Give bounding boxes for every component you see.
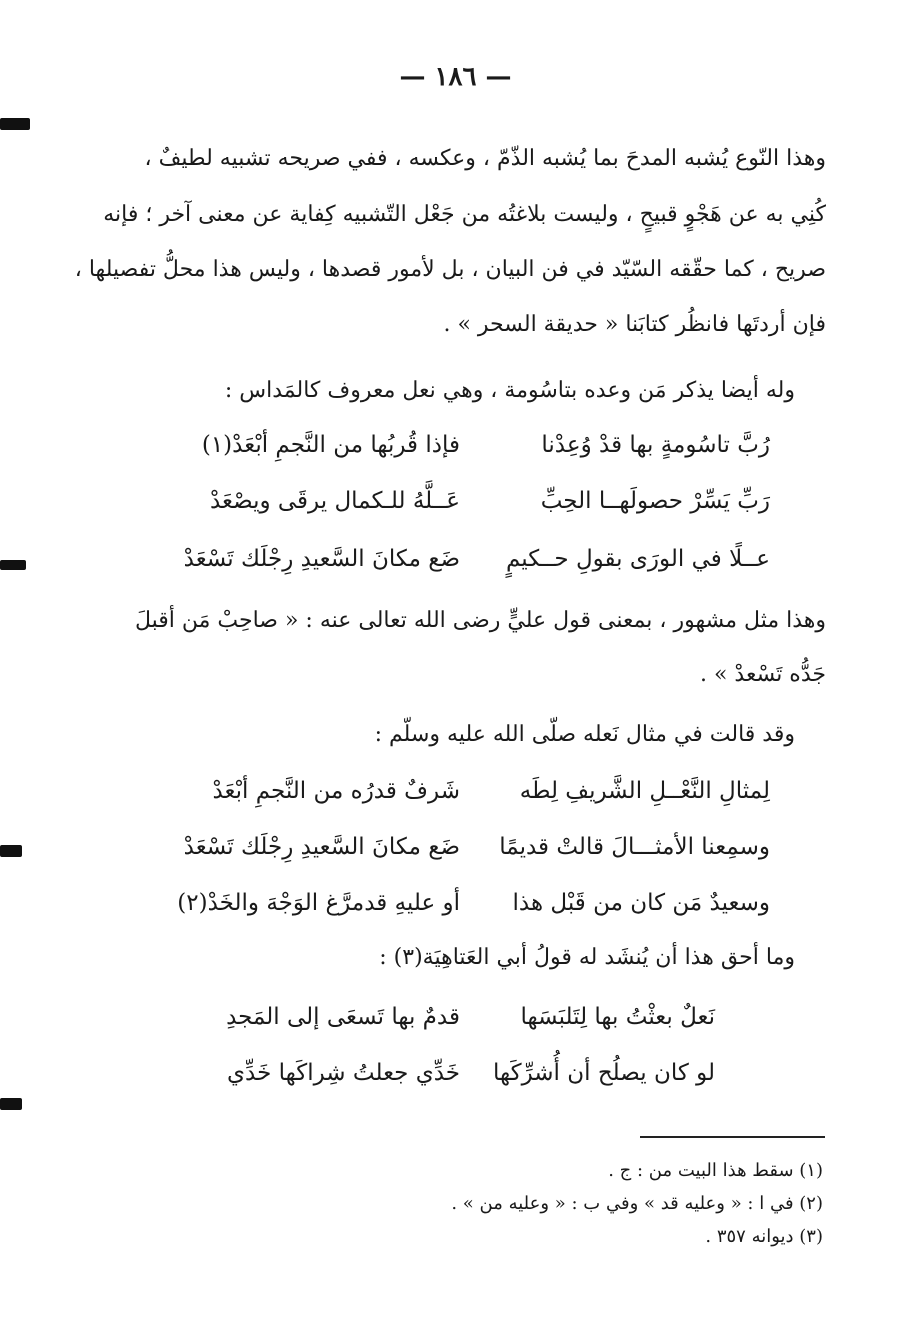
paragraph-line: كُنِي به عن هَجْوٍ قبيحٍ ، وليست بلاغتُه من جَعْل التّشبيه كِفاية عن معنى آخر ؛ فإنه: [103, 202, 826, 227]
second-hemistich: قدمٌ بها تَسعَى إلى المَجدِ: [226, 1004, 460, 1030]
first-hemistich: لِمثالِ النَّعْــلِ الشَّريفِ لِطَه: [519, 778, 770, 804]
margin-mark: [0, 1098, 22, 1110]
second-hemistich: ضَع مكانَ السَّعيدِ رِجْلَك تَسْعَدْ: [183, 834, 460, 860]
footnote: (٢) في ا : « وعليه قد » وفي ب : « وعليه من » .: [451, 1193, 823, 1214]
verse-line: [190, 488, 770, 522]
margin-mark: [0, 560, 26, 570]
paragraph-line: فإن أردتَها فانظُر كتابَنا « حديقة السحر » .: [443, 312, 826, 337]
verse-line: [177, 890, 770, 924]
second-hemistich: شَرفٌ قدرُه من النَّجمِ أبْعَدْ: [212, 778, 460, 804]
first-hemistich: رَبِّ يَسِّرْ حصولَهــا الحِبِّ: [540, 488, 770, 514]
second-hemistich: خَدِّي جعلتُ شِراكَها خَدِّي: [227, 1060, 460, 1086]
paragraph-line: وهذا النّوع يُشبه المدحَ بما يُشبه الذّمّ ، وعكسه ، ففي صريحه تشبيه لطيفٌ ،: [144, 146, 826, 171]
first-hemistich: نَعلٌ بعثْتُ بها لِتَلبَسَها: [520, 1004, 715, 1030]
verse-line: [190, 432, 770, 466]
first-hemistich: وسعيدٌ مَن كان من قَبْل هذا: [512, 890, 770, 916]
second-hemistich: عَــلَّهُ للـكمال يرقَى ويصْعَدْ: [209, 488, 460, 514]
poem-intro: وله أيضا يذكر مَن وعده بتاسُومة ، وهي نعل معروف كالمَداس :: [224, 378, 795, 403]
paragraph-line: جَدُّه تَسْعدْ » .: [699, 662, 826, 687]
poem-intro: وما أحق هذا أن يُنشَد له قولُ أبي العَتاهِيَة(٣) :: [379, 945, 795, 970]
verse-line: [183, 546, 770, 580]
poem-intro: وقد قالت في مثال نَعله صلّى الله عليه وسلّم :: [374, 722, 795, 747]
margin-mark: [0, 118, 30, 130]
footnote-separator: [640, 1136, 825, 1138]
paragraph-line: وهذا مثل مشهور ، بمعنى قول عليٍّ رضى الله تعالى عنه : « صاحِبْ مَن أقبلَ: [134, 608, 826, 633]
first-hemistich: رُبَّ تاسُومةٍ بها قدْ وُعِدْنا: [541, 432, 770, 458]
paragraph-line: صريح ، كما حقّقه السّيّد في فن البيان ، بل لأمور قصدها ، وليس هذا محلُّ تفصيلها ،: [74, 257, 826, 282]
verse-line: [227, 1060, 715, 1094]
verse-line: [226, 1004, 715, 1038]
verse-line: [190, 778, 770, 812]
first-hemistich: وسمِعنا الأمثـــالَ قالتْ قديمًا: [499, 834, 770, 860]
second-hemistich: أو عليهِ قدمرَّغ الوَجْهَ والخَدْ(٢): [177, 890, 460, 916]
first-hemistich: لو كان يصلُح أن أُشرِّكَها: [493, 1060, 715, 1086]
margin-mark: [0, 845, 22, 857]
page-number: — ١٨٦ —: [399, 62, 512, 92]
footnote: (١) سقط هذا البيت من : ج .: [608, 1160, 823, 1181]
first-hemistich: عــلًا في الورَى بقولِ حــكيمٍ: [506, 546, 770, 572]
footnote: (٣) ديوانه ٣٥٧ .: [705, 1226, 823, 1247]
second-hemistich: فإذا قُربُها من النَّجمِ أبْعَدْ(١): [201, 432, 460, 458]
verse-line: [183, 834, 770, 868]
second-hemistich: ضَع مكانَ السَّعيدِ رِجْلَك تَسْعَدْ: [183, 546, 460, 572]
